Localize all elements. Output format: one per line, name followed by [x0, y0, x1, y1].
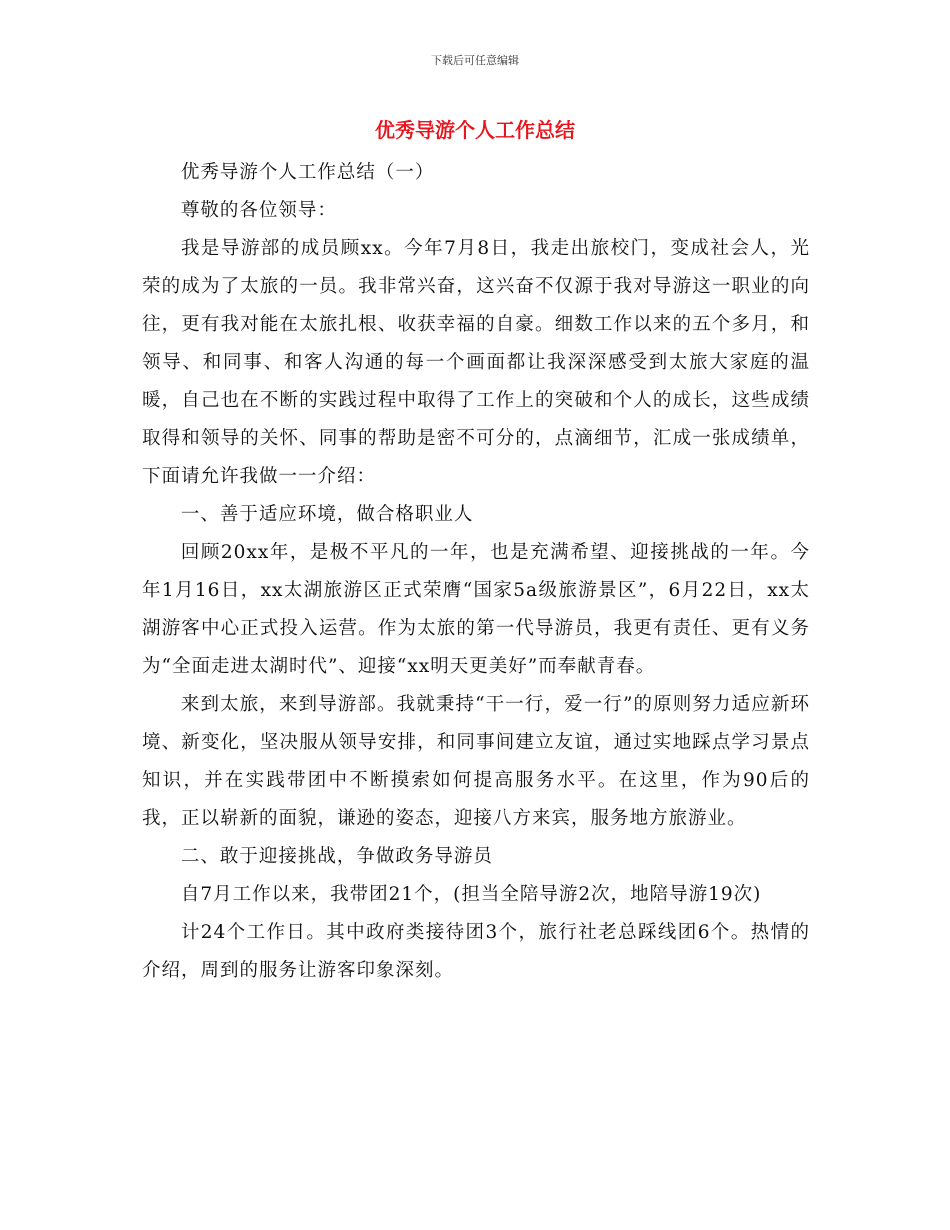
body-paragraph: 我是导游部的成员顾xx。今年7月8日，我走出旅校门，变成社会人，光荣的成为了太旅的一员。我非常兴奋，这兴奋不仅源于我对导游这一职业的向往，更有我对能在太旅扎根、收获幸福的自豪。细数工作以来的五个多月，和领导、和同事、和客人沟通的每一个画面都让我深深感受到太旅大家庭的温暖，自己也在不断的实践过程中取得了工作上的突破和个人的成长，这些成绩取得和领导的关怀、同事的帮助是密不可分的，点滴细节，汇成一张成绩单，下面请允许我做一一介绍： [142, 238, 810, 487]
body-paragraph: 来到太旅，来到导游部。我就秉持“干一行，爱一行”的原则努力适应新环境、新变化，坚决服从领导安排，和同事间建立友谊，通过实地踩点学习景点知识，并在实践带团中不断摸索如何提高服务水平。在这里，作为90后的我，正以崭新的面貌，谦逊的姿态，迎接八方来宾，服务地方旅游业。 [142, 694, 810, 829]
body-paragraph: 自7月工作以来，我带团21个，(担当全陪导游2次，地陪导游19次) [180, 884, 762, 905]
page-header-note: 下载后可任意编辑 [431, 54, 519, 67]
body-paragraph: 计24个工作日。其中政府类接待团3个，旅行社老总踩线团6个。热情的介绍，周到的服务让游客印象深刻。 [142, 922, 810, 981]
section-heading: 二、敢于迎接挑战，争做政务导游员 [180, 846, 493, 867]
salutation: 尊敬的各位领导： [180, 200, 337, 221]
section-heading: 优秀导游个人工作总结（一） [180, 162, 435, 183]
document-title: 优秀导游个人工作总结 [375, 118, 575, 142]
document-body [142, 154, 810, 990]
body-paragraph: 回顾20xx年，是极不平凡的一年，也是充满希望、迎接挑战的一年。今年1月16日，xx太湖旅游区正式荣膺“国家5a级旅游景区”，6月22日，xx太湖游客中心正式投入运营。作为太旅的第一代导游员，我更有责任、更有义务为“全面走进太湖时代”、迎接“xx明天更美好”而奉献青春。 [142, 542, 810, 677]
section-heading: 一、善于适应环境，做合格职业人 [180, 504, 474, 525]
